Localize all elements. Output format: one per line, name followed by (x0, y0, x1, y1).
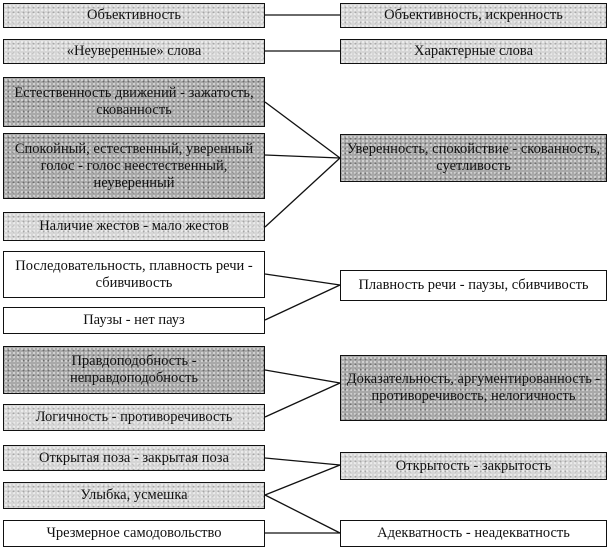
box-openness: Открытость - закрытость (340, 452, 607, 480)
box-uncertain-words: «Неуверенные» слова (3, 39, 265, 64)
box-natural-movements: Естественность движений - зажатость, скованность (3, 77, 265, 127)
box-self-satisfaction: Чрезмерное самодовольство (3, 520, 265, 547)
box-smile: Улыбка, усмешка (3, 482, 265, 509)
connector-l7-r4 (265, 285, 340, 320)
box-evidence: Доказательность, аргументированность - противоречивость, нелогичность (340, 355, 607, 421)
connector-l9-r5 (265, 383, 340, 417)
box-voice: Спокойный, естественный, уверенный голос - голос неестественный, неуверенный (3, 133, 265, 199)
connector-l11-r6 (265, 465, 340, 495)
box-confidence: Уверенность, спокойствие - скованность, суетливость (340, 134, 607, 182)
box-speech-sequence: Последовательность, плавность речи - сбивчивость (3, 251, 265, 298)
box-logic: Логичность - противоречивость (3, 404, 265, 431)
box-speech-fluency: Плавность речи - паузы, сбивчивость (340, 270, 607, 301)
connector-l4-r3 (265, 155, 340, 158)
connector-l8-r5 (265, 370, 340, 383)
connector-l3-r3 (265, 102, 340, 158)
box-open-posture: Открытая поза - закрытая поза (3, 445, 265, 471)
box-plausibility: Правдоподобность - неправдоподобность (3, 346, 265, 394)
connector-l11-r7 (265, 495, 340, 533)
connector-l5-r3 (265, 158, 340, 227)
connector-l10-r6 (265, 458, 340, 465)
connector-l6-r4 (265, 274, 340, 285)
box-objectivity-sincerity: Объективность, искренность (340, 3, 607, 28)
box-adequacy: Адекватность - неадекватность (340, 520, 607, 547)
box-pauses: Паузы - нет пауз (3, 307, 265, 334)
box-characteristic-words: Характерные слова (340, 39, 607, 64)
box-gestures: Наличие жестов - мало жестов (3, 212, 265, 241)
box-objectivity: Объективность (3, 3, 265, 28)
